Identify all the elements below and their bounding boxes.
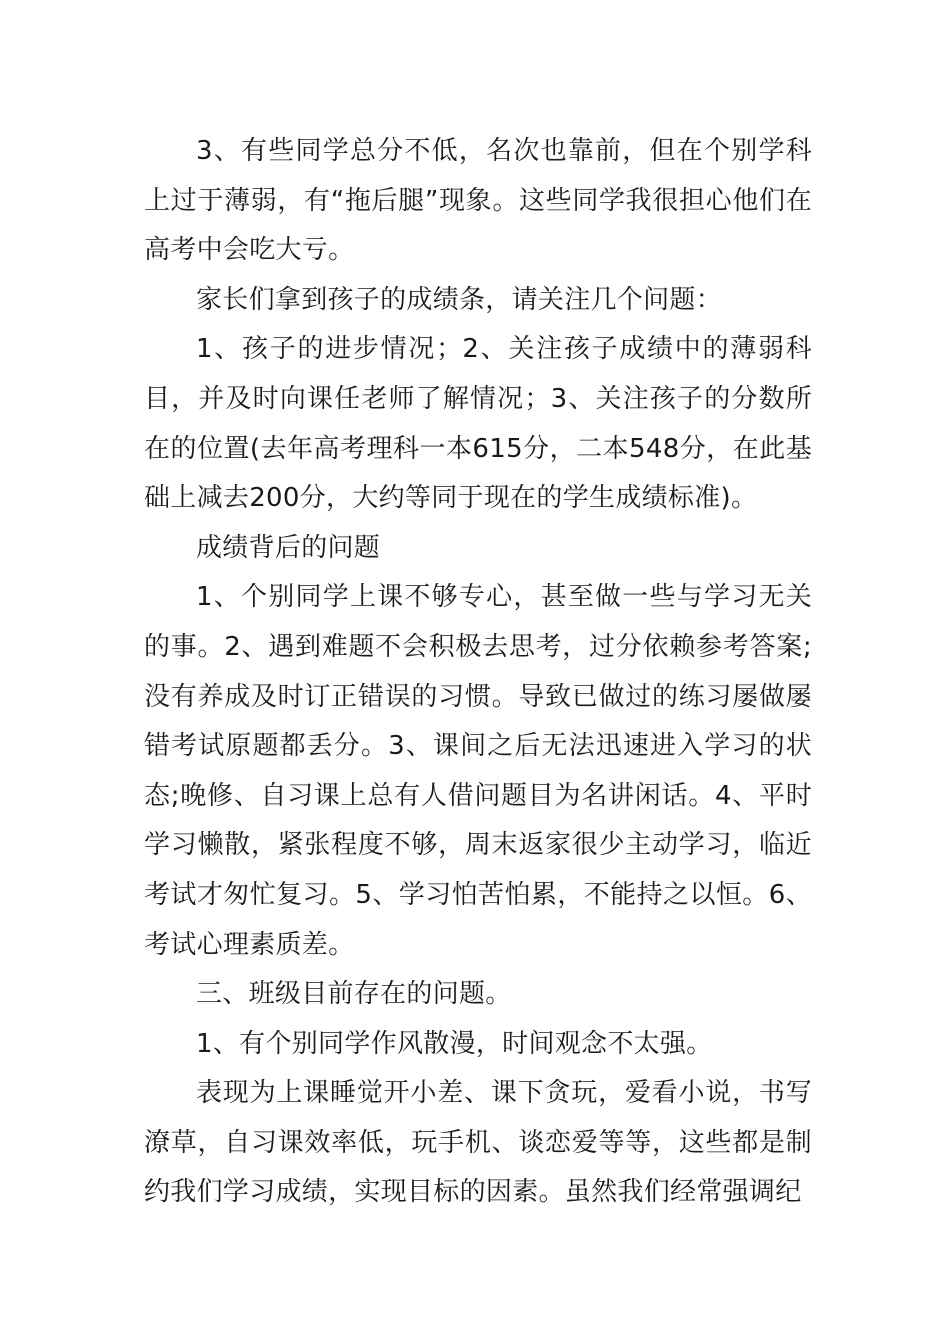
section-heading-problems-behind-grades: 成绩背后的问题: [196, 532, 381, 563]
paragraph-class-problem-1: 1、有个别同学作风散漫，时间观念不太强。: [196, 1028, 713, 1059]
document-body: [144, 127, 812, 1218]
paragraph-weak-subjects: 3、有些同学总分不低，名次也靠前，但在个别学科上过于薄弱，有“拖后腿”现象。这些同学我很担心他们在高考中会吃大亏。: [144, 136, 812, 266]
section-heading-class-problems: 三、班级目前存在的问题。: [196, 979, 512, 1010]
paragraph-problems-list: 1、个别同学上课不够专心，甚至做一些与学习无关的事。2、遇到难题不会积极去思考，过分依赖参考答案;没有养成及时订正错误的习惯。导致已做过的练习屡做屡错考试原题都丢分。3、课间之后无法迅速进入学习的状态;晚修、自习课上总有人借问题目为名讲闲话。4、平时学习懒散，紧张程度不够，周末返家很少主动学习，临近考试才匆忙复习。5、学习怕苦怕累，不能持之以恒。6、考试心理素质差。: [144, 582, 812, 960]
paragraph-parents-intro: 家长们拿到孩子的成绩条，请关注几个问题：: [196, 284, 723, 315]
paragraph-parents-points: 1、孩子的进步情况；2、关注孩子成绩中的薄弱科目，并及时向课任老师了解情况；3、关注孩子的分数所在的位置(去年高考理科一本615分，二本548分，在此基础上减去200分，大约等同于现在的学生成绩标准)。: [144, 334, 812, 514]
paragraph-class-problem-details: 表现为上课睡觉开小差、课下贪玩，爱看小说，书写潦草，自习课效率低，玩手机、谈恋爱等等，这些都是制约我们学习成绩，实现目标的因素。虽然我们经常强调纪: [144, 1078, 812, 1208]
